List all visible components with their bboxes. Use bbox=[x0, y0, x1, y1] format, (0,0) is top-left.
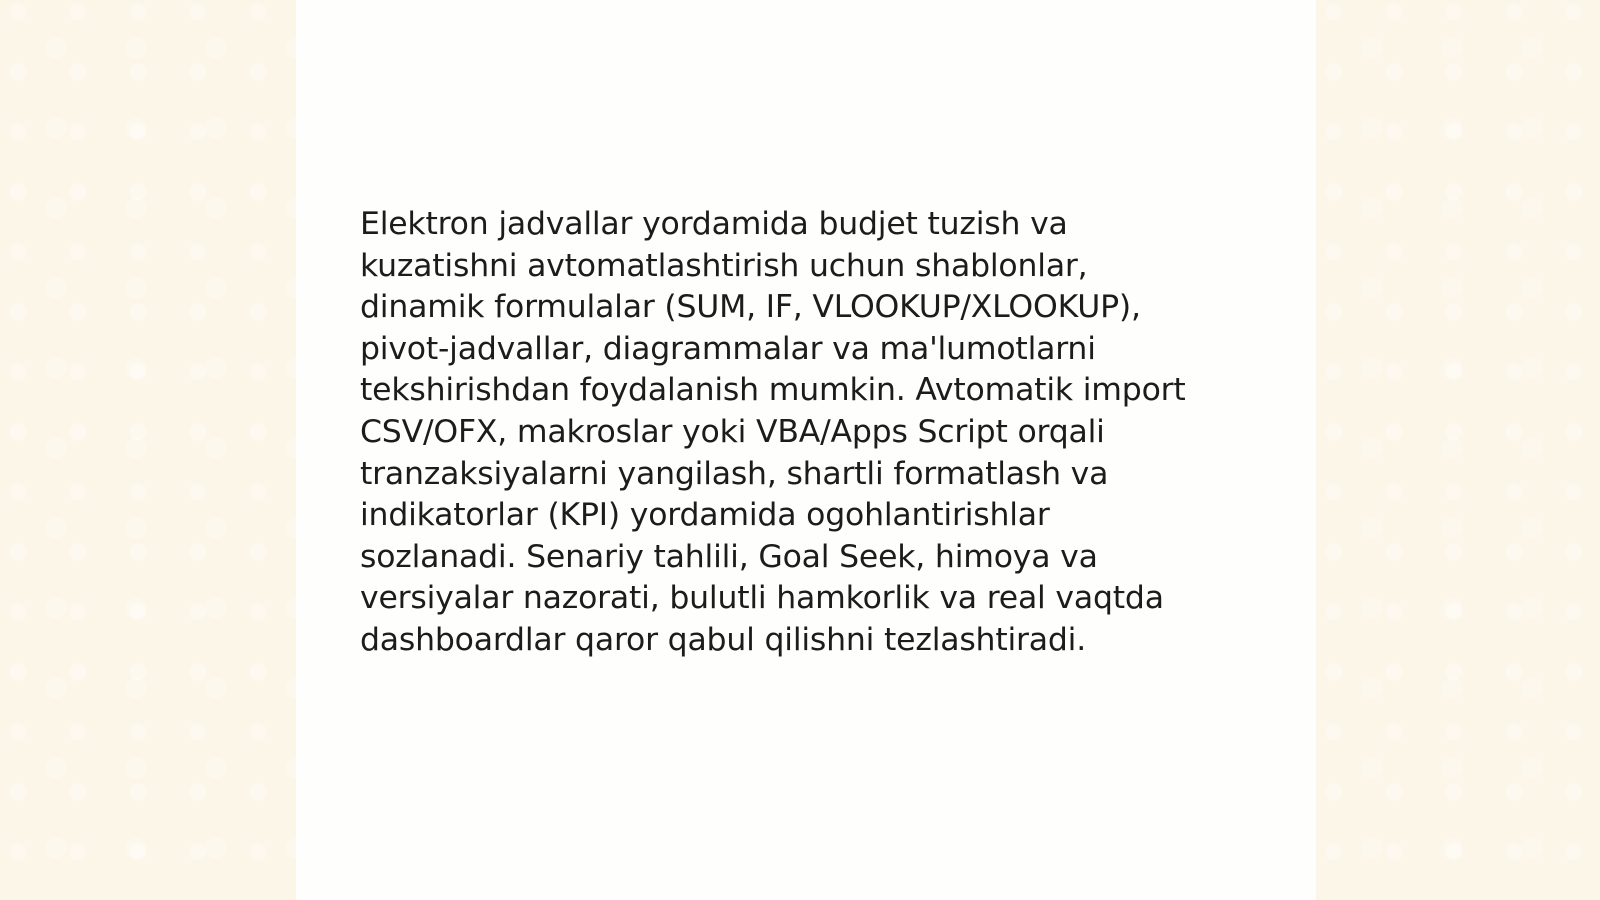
slide bbox=[296, 0, 1316, 900]
body-line: dashboardlar qaror qabul qilishni tezlashtiradi. bbox=[360, 621, 1087, 658]
body-line: dinamik formulalar (SUM, IF, VLOOKUP/XLOOKUP), bbox=[360, 289, 1141, 326]
body-line: indikatorlar (KPI) yordamida ogohlantirishlar bbox=[360, 497, 1050, 534]
right-margin-background bbox=[1316, 0, 1600, 900]
body-line: sozlanadi. Senariy tahlili, Goal Seek, himoya va bbox=[360, 538, 1098, 575]
body-line: Elektron jadvallar yordamida budjet tuzish va bbox=[360, 206, 1068, 242]
body-line: kuzatishni avtomatlashtirish uchun shablonlar, bbox=[360, 247, 1088, 284]
left-margin-background bbox=[0, 0, 296, 900]
body-line: pivot-jadvallar, diagrammalar va ma'lumotlarni bbox=[360, 330, 1096, 367]
body-line: tranzaksiyalarni yangilash, shartli formatlash va bbox=[360, 455, 1109, 492]
body-line: versiyalar nazorati, bulutli hamkorlik va real vaqtda bbox=[360, 580, 1164, 617]
slide-body-text bbox=[360, 204, 1260, 662]
body-line: CSV/OFX, makroslar yoki VBA/Apps Script orqali bbox=[360, 413, 1105, 450]
body-line: tekshirishdan foydalanish mumkin. Avtomatik import bbox=[360, 372, 1186, 409]
